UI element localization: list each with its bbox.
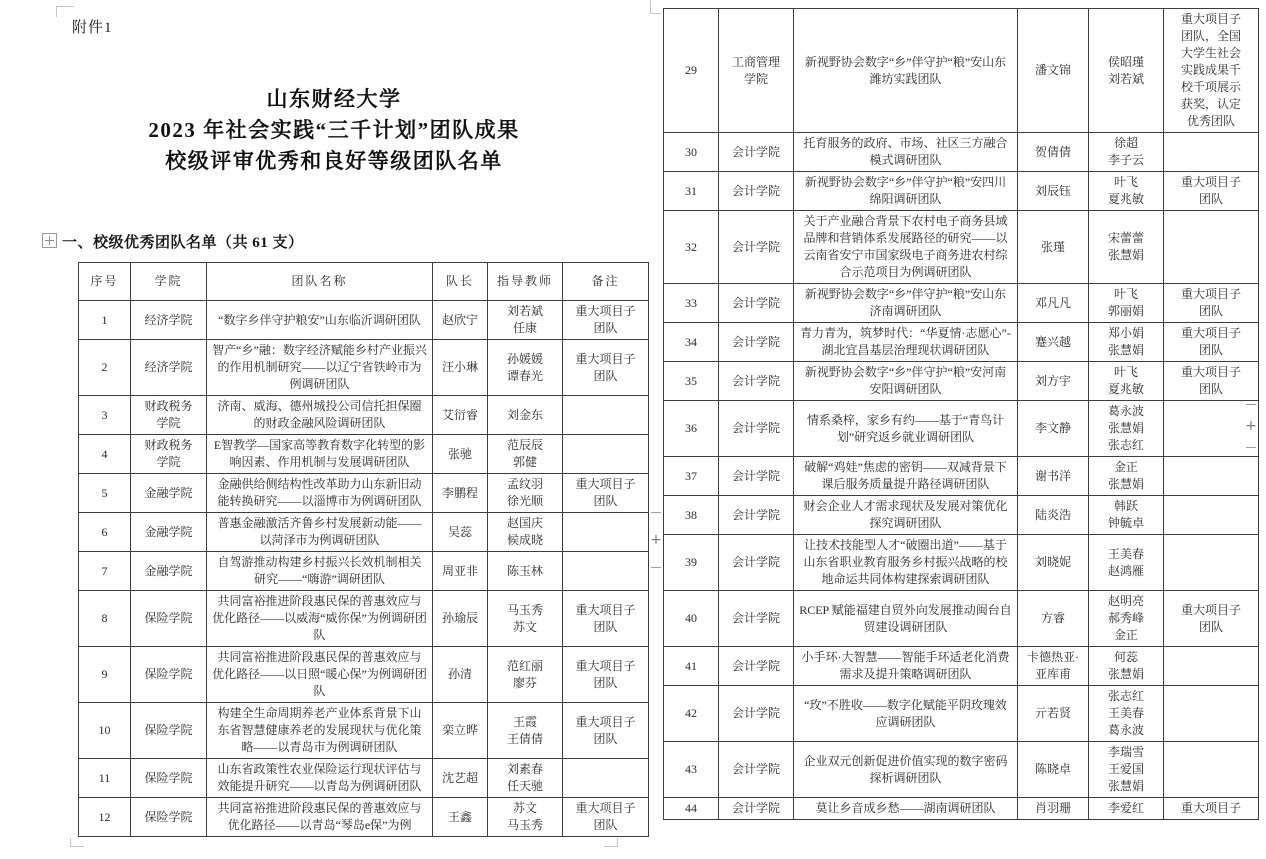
cell-team: E智教学—国家高等教育数字化转型的影响因素、作用机制与发展调研团队 [207,435,433,474]
cell-captain: 刘辰钰 [1018,172,1089,211]
cell-remark [1164,742,1259,798]
cell-team: 共同富裕推进阶段惠民保的普惠效应与优化路径——以日照“暖心保”为例调研团队 [207,647,433,703]
table-row [79,435,649,474]
cell-remark: 重大项目子团队 [563,647,649,703]
cell-advisors [1089,742,1164,798]
cell-remark [563,396,649,435]
cell-no: 40 [664,591,719,647]
cell-captain: 陆炎浩 [1018,496,1089,535]
advisor-name: 马玉秀 [506,602,543,617]
advisor-name: 赵明亮 [1107,594,1144,608]
advisor-name: 郑小娟 [1107,326,1144,340]
cell-advisors [1089,9,1164,133]
advisor-name: 宋蕾蕾 [1107,231,1144,245]
advisor-name: 谭春光 [506,368,543,383]
advisor-name: 张志红 [1107,438,1144,452]
document-title [30,84,638,177]
advisor-name: 廖芬 [512,675,537,690]
advisor-name: 王美春 [1107,546,1144,561]
cell-advisors [1089,172,1164,211]
cell-captain: 吴蕊 [433,513,488,552]
advisor-name: 刘若斌 [506,304,543,318]
cell-team: 新视野协会数字“乡”伴守护“粮”安河南安阳调研团队 [794,362,1018,401]
cell-team: RCEP 赋能福建自贸外向发展推动闽台自贸建设调研团队 [794,591,1018,647]
advisor-name: 郭健 [512,455,537,469]
cell-advisors [1089,323,1164,362]
cell-college: 保险学院 [131,759,207,798]
cell-college: 经济学院 [131,340,207,396]
attachment-label: 附件1 [72,20,113,36]
cell-college: 会计学院 [719,284,794,323]
cell-captain: 汪小琳 [433,340,488,396]
advisor-name: 何蕊 [1113,650,1138,664]
plus-icon: + [650,532,662,548]
cell-remark: 重大项目子团队 [1164,591,1259,647]
table-row [79,474,649,513]
cell-advisors [1089,401,1164,457]
cell-captain: 孙清 [433,647,488,703]
move-cross-icon [45,236,54,245]
header-remark: 备注 [563,263,649,301]
cell-advisors [488,552,563,591]
cell-no: 33 [664,284,719,323]
advisor-name: 候成晓 [506,533,543,547]
table-row [664,211,1259,284]
table-header-row [79,263,649,301]
title-line-3: 校级评审优秀和良好等级团队名单 [165,149,503,173]
cell-captain: 周亚非 [433,552,488,591]
cell-college: 会计学院 [719,496,794,535]
cell-captain: 栾立晔 [433,703,488,759]
cell-team: 情系桑梓，家乡有约——基于“青鸟计划”研究返乡就业调研团队 [794,401,1018,457]
table-body-page1 [79,301,649,837]
cell-advisors [488,396,563,435]
cell-team: 企业双元创新促进价值实现的数字密码探析调研团队 [794,742,1018,798]
cell-advisors [1089,535,1164,591]
cell-no: 5 [79,474,131,513]
cell-captain: 方睿 [1018,591,1089,647]
cell-captain: 艾衍睿 [433,396,488,435]
cell-college: 会计学院 [719,172,794,211]
cell-captain: 肖羽珊 [1018,798,1089,820]
cell-advisors [1089,686,1164,742]
advisor-name: 任天驰 [506,779,543,793]
advisor-name: 韩跃 [1113,499,1138,513]
advisor-name: 王倩倩 [506,731,543,746]
title-line-2: 2023 年社会实践“三千计划”团队成果 [148,118,520,142]
cell-captain: 赵欣宁 [433,301,488,340]
cell-college: 财政税务学院 [131,435,207,474]
table-row [664,686,1259,742]
advisor-name: 王霞 [512,714,537,729]
advisor-name: 叶飞 [1113,175,1138,189]
advisor-name: 张志红 [1107,689,1144,703]
cell-no: 2 [79,340,131,396]
table-row [664,284,1259,323]
advisor-name: 叶飞 [1113,365,1138,379]
cell-captain: 王鑫 [433,798,488,837]
cell-remark [1164,457,1259,496]
cell-advisors [488,703,563,759]
table-row [664,496,1259,535]
cell-remark: 重大项目子团队 [1164,284,1259,323]
advisor-name: 叶飞 [1113,287,1138,301]
handle-dash-bottom [1246,447,1256,448]
table-row [664,9,1259,133]
cell-remark: 重大项目子团队 [563,798,649,837]
cell-captain: 卡德热亚·亚库甫 [1018,647,1089,686]
table-row [79,301,649,340]
cell-college: 会计学院 [719,742,794,798]
cell-advisors [1089,284,1164,323]
advisor-name: 夏兆敏 [1107,382,1144,396]
table-row [79,513,649,552]
cell-no: 34 [664,323,719,362]
cell-college: 财政税务学院 [131,396,207,435]
advisor-name: 郝秀峰 [1107,611,1144,625]
margin-mark-page2-top-left [650,0,661,14]
advisor-name: 李子云 [1107,153,1144,167]
advisor-name: 任康 [512,321,537,335]
margin-mark-top-left [56,6,74,17]
right-edge-scroll-handle[interactable] [1243,404,1259,448]
cell-no: 31 [664,172,719,211]
cell-team: 新视野协会数字“乡”伴守护“粮”安山东济南调研团队 [794,284,1018,323]
cell-college: 会计学院 [719,591,794,647]
advisor-name: 刘金东 [506,407,543,422]
table-row [79,340,649,396]
cell-no: 29 [664,9,719,133]
table-row [79,703,649,759]
handle-dash-top [651,512,661,513]
cell-advisors [1089,211,1164,284]
cell-remark: 重大项目子 [1164,798,1259,820]
cell-team: 破解“鸡娃”焦虑的密钥——双减背景下课后服务质量提升路径调研团队 [794,457,1018,496]
excellent-teams-table-page1 [78,262,649,837]
table-row [79,647,649,703]
table-row [664,133,1259,172]
cell-team: 财会企业人才需求现状及发展对策优化探究调研团队 [794,496,1018,535]
handle-dash-bottom [651,567,661,568]
advisor-name: 王爱国 [1107,762,1144,776]
advisor-name: 苏文 [512,801,537,815]
header-advisor: 指导教师 [488,263,563,301]
cell-captain: 沈艺超 [433,759,488,798]
advisor-name: 徐超 [1113,136,1138,150]
advisor-name: 侯昭瑾 [1107,54,1144,69]
cell-advisors [1089,496,1164,535]
cell-college: 会计学院 [719,457,794,496]
cell-advisors [488,591,563,647]
header-no: 序号 [79,263,131,301]
cell-no: 41 [664,647,719,686]
table-row [664,535,1259,591]
cell-remark [1164,133,1259,172]
cell-team: 自驾游推动构建乡村振兴长效机制相关研究——“嗨游”调研团队 [207,552,433,591]
excellent-teams-table-page2 [663,8,1259,820]
cell-team: 莫让乡音成乡愁——湖南调研团队 [794,798,1018,820]
cell-advisors [1089,457,1164,496]
cell-remark: 重大项目子团队 [1164,362,1259,401]
cell-no: 44 [664,798,719,820]
cell-no: 3 [79,396,131,435]
cell-team: 让技术技能型人才“破圈出道”——基于山东省职业教育服务乡村振兴战略的校地命运共同体构建探索调研团队 [794,535,1018,591]
cell-no: 10 [79,703,131,759]
cell-team: 小手环·大智慧——智能手环适老化消费需求及提升策略调研团队 [794,647,1018,686]
cell-captain: 蹇兴越 [1018,323,1089,362]
cell-captain: 张瑾 [1018,211,1089,284]
cell-team: 托育服务的政府、市场、社区三方融合模式调研团队 [794,133,1018,172]
cell-advisors [488,435,563,474]
advisor-name: 金正 [1113,460,1138,474]
cell-team: 新视野协会数字“乡”伴守护“粮”安山东潍坊实践团队 [794,9,1018,133]
cell-advisors [488,301,563,340]
advisor-name: 苏文 [512,619,537,634]
cell-no: 7 [79,552,131,591]
page-gap-scroll-handle[interactable] [648,512,664,568]
advisor-name: 赵国庆 [506,516,543,530]
cell-advisors [488,513,563,552]
advisor-name: 钟毓卓 [1107,516,1144,530]
header-college: 学院 [131,263,207,301]
cell-advisors [488,647,563,703]
handle-dash-top [1246,404,1256,405]
cell-no: 38 [664,496,719,535]
cell-college: 会计学院 [719,686,794,742]
table-row [79,591,649,647]
cell-no: 30 [664,133,719,172]
advisor-name: 赵鸿雁 [1107,563,1144,578]
table-row [664,323,1259,362]
table-move-handle[interactable] [42,233,57,248]
cell-no: 1 [79,301,131,340]
cell-captain: 刘方宇 [1018,362,1089,401]
cell-no: 32 [664,211,719,284]
cell-no: 6 [79,513,131,552]
advisor-name: 王美春 [1107,706,1144,720]
cell-college: 金融学院 [131,552,207,591]
cell-college: 工商管理学院 [719,9,794,133]
title-line-1: 山东财经大学 [266,87,402,111]
cell-remark: 重大项目子团队 [1164,323,1259,362]
cell-no: 9 [79,647,131,703]
cell-team: 金融供给侧结构性改革助力山东新旧动能转换研究——以淄博市为例调研团队 [207,474,433,513]
advisor-name: 范红丽 [506,658,543,673]
cell-captain: 李文静 [1018,401,1089,457]
advisor-name: 金正 [1113,628,1138,642]
advisor-name: 刘素春 [506,762,543,776]
cell-remark [1164,211,1259,284]
cell-college: 会计学院 [719,211,794,284]
cell-advisors [488,340,563,396]
advisor-name: 张慧娟 [1107,667,1144,681]
cell-captain: 贺倩倩 [1018,133,1089,172]
advisor-name: 葛永波 [1107,723,1144,737]
advisor-name: 郭丽娟 [1107,304,1144,318]
cell-captain: 亓若贤 [1018,686,1089,742]
advisor-name: 孟纹羽 [506,477,543,491]
section-heading: 一、校级优秀团队名单（共 61 支） [62,235,304,251]
header-team-name: 团队名称 [207,263,433,301]
cell-team: 青力青为，筑梦时代：“华夏情·志愿心”-湖北宜昌基层治理现状调研团队 [794,323,1018,362]
cell-team: 新视野协会数字“乡”伴守护“粮”安四川绵阳调研团队 [794,172,1018,211]
cell-advisors [488,474,563,513]
cell-no: 43 [664,742,719,798]
cell-remark [1164,647,1259,686]
cell-captain: 李鹏程 [433,474,488,513]
advisor-name: 张慧娟 [1107,248,1144,262]
cell-college: 会计学院 [719,798,794,820]
cell-college: 会计学院 [719,401,794,457]
table-row [664,401,1259,457]
cell-remark [1164,496,1259,535]
header-captain: 队长 [433,263,488,301]
cell-advisors [1089,798,1164,820]
advisor-name: 葛永波 [1107,404,1144,418]
cell-college: 保险学院 [131,647,207,703]
advisor-name: 张慧娟 [1107,421,1144,435]
cell-team: “玫”不胜收——数字化赋能平阴玫瑰效应调研团队 [794,686,1018,742]
cell-college: 会计学院 [719,535,794,591]
cell-remark: 重大项目子团队 [563,340,649,396]
cell-college: 保险学院 [131,591,207,647]
advisor-name: 陈玉林 [506,563,543,578]
table-row [664,742,1259,798]
cell-remark: 重大项目子团队，全国大学生社会实践成果千校千项展示获奖，认定优秀团队 [1164,9,1259,133]
cell-no: 11 [79,759,131,798]
advisor-name: 李瑞雪 [1107,745,1144,759]
cell-advisors [1089,591,1164,647]
cell-captain: 陈晓卓 [1018,742,1089,798]
cell-no: 37 [664,457,719,496]
advisor-name: 张慧娟 [1107,779,1144,793]
table-row [664,172,1259,211]
cell-team: 共同富裕推进阶段惠民保的普惠效应与优化路径——以威海“威你保”为例调研团队 [207,591,433,647]
cell-college: 保险学院 [131,798,207,837]
cell-advisors [488,798,563,837]
cell-team: 关于产业融合背景下农村电子商务县域品牌和营销体系发展路径的研究——以云南省安宁市国家级电子商务进农村综合示范项目为例调研团队 [794,211,1018,284]
cell-remark [563,759,649,798]
advisor-name: 刘若斌 [1107,71,1144,86]
cell-no: 4 [79,435,131,474]
cell-remark: 重大项目子团队 [563,301,649,340]
advisor-name: 孙媛媛 [506,351,543,366]
table-body-page2 [664,9,1259,820]
cell-no: 36 [664,401,719,457]
cell-remark: 重大项目子团队 [563,703,649,759]
cell-remark: 重大项目子团队 [563,591,649,647]
margin-mark-bottom-left [70,838,84,847]
cell-advisors [1089,647,1164,686]
cell-no: 35 [664,362,719,401]
cell-no: 39 [664,535,719,591]
cell-college: 经济学院 [131,301,207,340]
advisor-name: 李爱红 [1107,801,1144,815]
margin-mark-bottom-right [604,838,618,847]
cell-no: 12 [79,798,131,837]
plus-icon: + [1245,418,1257,434]
cell-remark [563,513,649,552]
cell-remark: 重大项目子团队 [1164,172,1259,211]
cell-captain: 刘晓妮 [1018,535,1089,591]
cell-college: 保险学院 [131,703,207,759]
cell-advisors [1089,133,1164,172]
table-row [664,362,1259,401]
cell-team: “数字乡伴守护粮安”山东临沂调研团队 [207,301,433,340]
cell-college: 金融学院 [131,513,207,552]
cell-college: 会计学院 [719,323,794,362]
advisor-name: 张慧娟 [1107,477,1144,491]
cell-no: 8 [79,591,131,647]
cell-captain: 邓凡凡 [1018,284,1089,323]
advisor-name: 范辰辰 [506,438,543,452]
table-row [664,798,1259,820]
cell-captain: 潘文锦 [1018,9,1089,133]
advisor-name: 徐光顺 [506,494,543,508]
cell-college: 会计学院 [719,362,794,401]
cell-remark [1164,535,1259,591]
cell-captain: 张驰 [433,435,488,474]
cell-advisors [1089,362,1164,401]
cell-college: 会计学院 [719,647,794,686]
cell-team: 济南、威海、德州城投公司信托担保圈的财政金融风险调研团队 [207,396,433,435]
advisor-name: 张慧娟 [1107,343,1144,357]
cell-remark [1164,686,1259,742]
cell-captain: 孙瑜辰 [433,591,488,647]
table-row [79,798,649,837]
table-row [664,457,1259,496]
cell-remark: 重大项目子团队 [563,474,649,513]
cell-captain: 谢书洋 [1018,457,1089,496]
cell-team: 普惠金融激活齐鲁乡村发展新动能——以菏泽市为例调研团队 [207,513,433,552]
cell-remark [563,552,649,591]
cell-team: 智产“乡”融：数字经济赋能乡村产业振兴的作用机制研究——以辽宁省铁岭市为例调研团队 [207,340,433,396]
cell-team: 共同富裕推进阶段惠民保的普惠效应与优化路径——以青岛“琴岛e保”为例 [207,798,433,837]
cell-no: 42 [664,686,719,742]
cell-team: 构建全生命周期养老产业体系背景下山东省智慧健康养老的发展现状与优化策略——以青岛市为例调研团队 [207,703,433,759]
advisor-name: 夏兆敏 [1107,192,1144,206]
table-row [664,591,1259,647]
cell-team: 山东省政策性农业保险运行现状评估与效能提升研究——以青岛为例调研团队 [207,759,433,798]
advisor-name: 马玉秀 [506,818,543,832]
table-row [79,759,649,798]
table-row [79,396,649,435]
cell-college: 会计学院 [719,133,794,172]
page-right [656,0,1266,859]
cell-remark [563,435,649,474]
cell-college: 金融学院 [131,474,207,513]
cell-advisors [488,759,563,798]
table-row [664,647,1259,686]
table-row [79,552,649,591]
